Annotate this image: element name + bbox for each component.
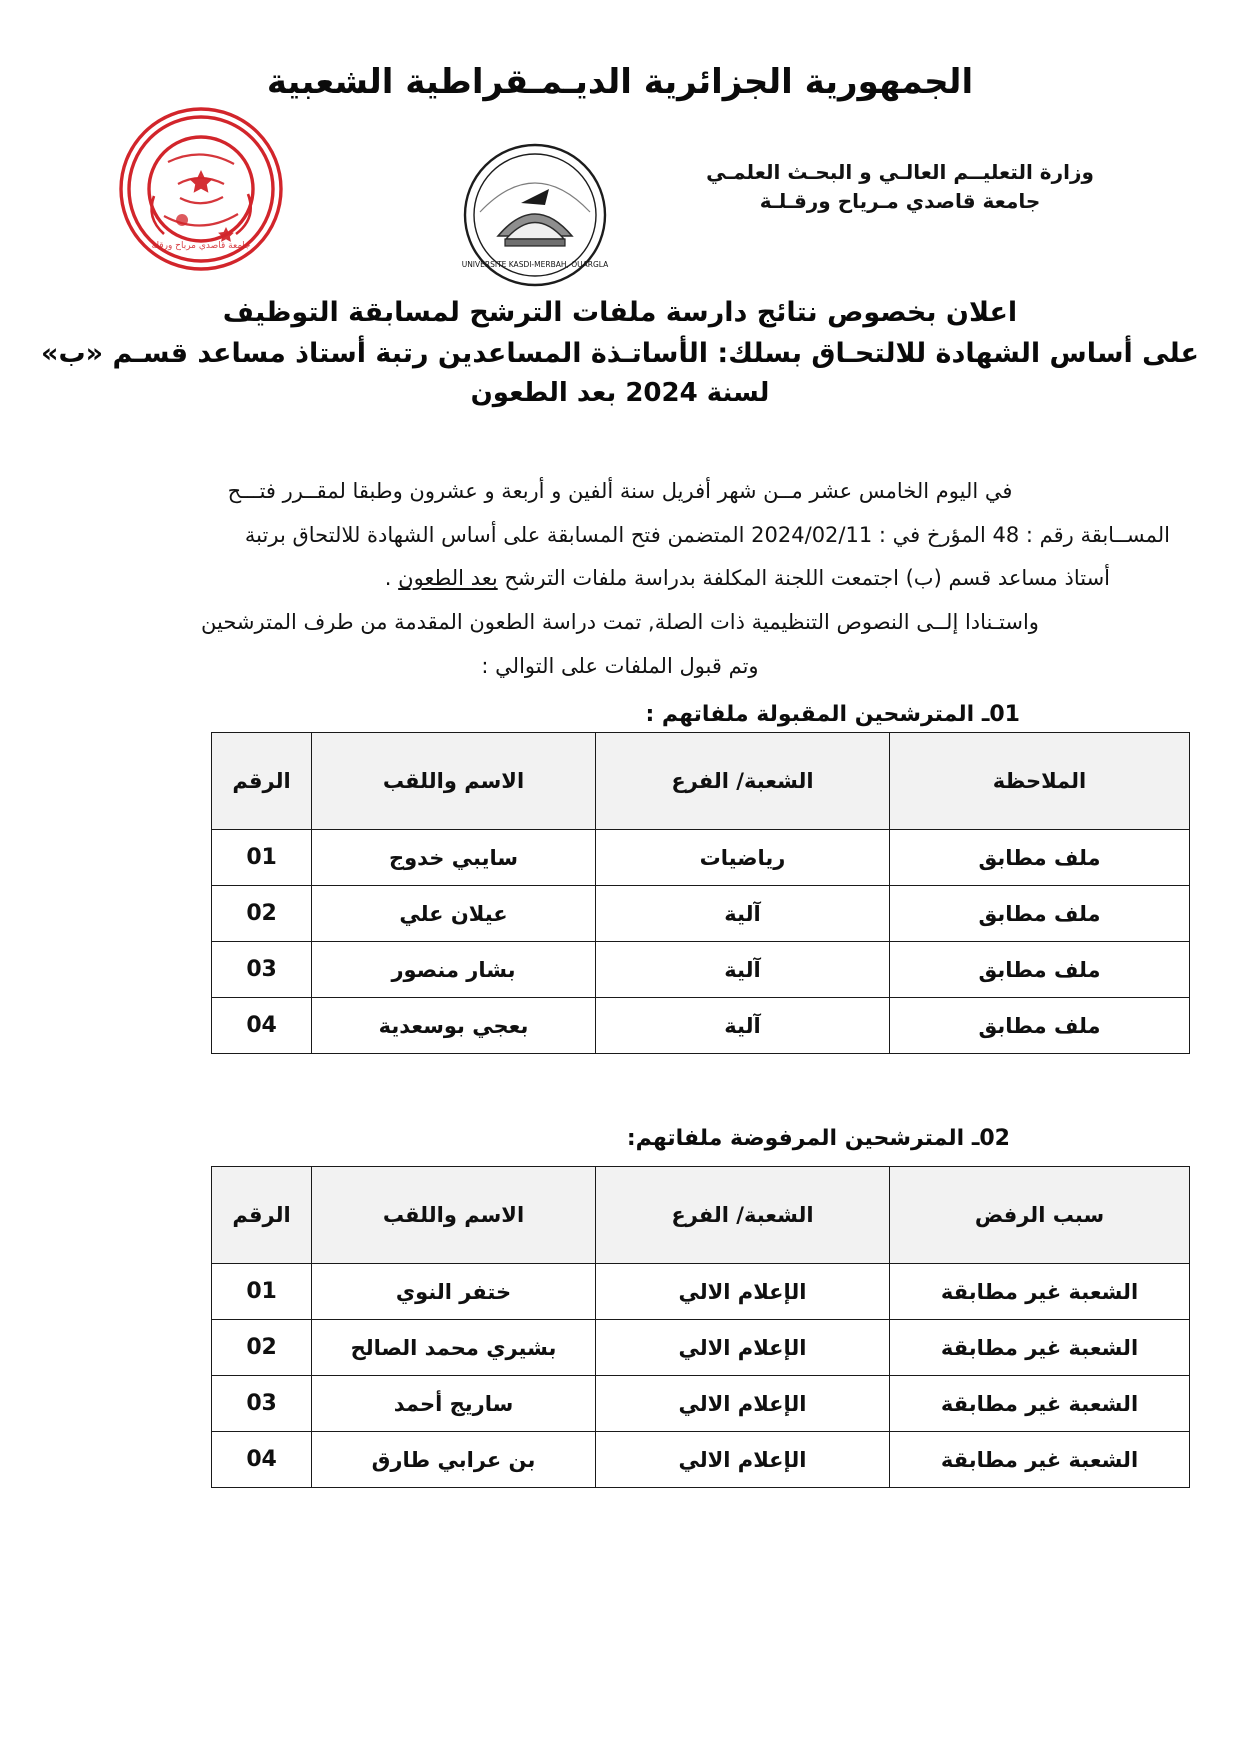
- university-logo-text: UNIVERSITE KASDI-MERBAH, OUARGLA: [461, 260, 609, 269]
- cell-reject-reason: الشعبة غير مطابقة: [890, 1432, 1190, 1488]
- header-reject-reason: سبب الرفض: [890, 1167, 1190, 1264]
- cell-reject-reason: الشعبة غير مطابقة: [890, 1320, 1190, 1376]
- cell-reject-reason: الشعبة غير مطابقة: [890, 1376, 1190, 1432]
- cell-name: ختفر النوي: [312, 1264, 596, 1320]
- cell-number: 02: [212, 886, 312, 942]
- title-line-2: على أساس الشهادة للالتحـاق بسلك: الأساتـذة المساعدين رتبة أستاذ مساعد قسـم «ب»: [41, 338, 1199, 370]
- header-branch: الشعبة/ الفرع: [596, 1167, 890, 1264]
- body-line-3-suffix: .: [384, 566, 399, 591]
- table-row: [212, 1376, 1190, 1432]
- cell-branch: آلية: [596, 886, 890, 942]
- cell-branch: رياضيات: [596, 830, 890, 886]
- cell-note: ملف مطابق: [890, 998, 1190, 1054]
- body-line-4: واستـنادا إلــى النصوص التنظيمية ذات الصلة, تمت دراسة الطعون المقدمة من طرف المترشحين: [201, 610, 1039, 635]
- cell-number: 02: [212, 1320, 312, 1376]
- table-row: [212, 998, 1190, 1054]
- cell-branch: الإعلام الالي: [596, 1432, 890, 1488]
- cell-number: 04: [212, 1432, 312, 1488]
- rejected-candidates-table-wrap: [212, 1166, 1190, 1488]
- header-branch: الشعبة/ الفرع: [596, 733, 890, 830]
- stamp-text: جامعة قاصدي مرباح ورقلة: [151, 241, 251, 251]
- table-header-row: [212, 1167, 1190, 1264]
- body-line-3-prefix: أستاذ مساعد قسم (ب) اجتمعت اللجنة المكلفة بدراسة ملفات الترشح: [497, 566, 1110, 591]
- accepted-candidates-table-wrap: [212, 732, 1190, 1054]
- cell-name: ساريج أحمد: [312, 1376, 596, 1432]
- table-row: [212, 830, 1190, 886]
- cell-number: 03: [212, 942, 312, 998]
- cell-name: سايبي خدوج: [312, 830, 596, 886]
- cell-reject-reason: الشعبة غير مطابقة: [890, 1264, 1190, 1320]
- cell-name: بن عرابي طارق: [312, 1432, 596, 1488]
- cell-number: 04: [212, 998, 312, 1054]
- body-line-5: وتم قبول الملفات على التوالي :: [481, 653, 759, 678]
- cell-number: 01: [212, 830, 312, 886]
- university-name: جامعة قاصدي مـرياح ورقـلـة: [759, 189, 1041, 213]
- title-line-1: اعلان بخصوص نتائج دارسة ملفات الترشح لمسابقة التوظيف: [222, 297, 1018, 328]
- header-number: الرقم: [212, 1167, 312, 1264]
- cell-branch: آلية: [596, 998, 890, 1054]
- cell-branch: الإعلام الالي: [596, 1320, 890, 1376]
- university-logo-icon: [460, 140, 610, 290]
- body-line-3: [70, 557, 1170, 601]
- table-row: [212, 886, 1190, 942]
- table-row: [212, 1320, 1190, 1376]
- document-body: [70, 470, 1170, 688]
- republic-title: الجمهورية الجزائرية الديـمـقراطية الشعبية: [266, 62, 974, 102]
- header-number: الرقم: [212, 733, 312, 830]
- cell-note: ملف مطابق: [890, 830, 1190, 886]
- cell-branch: آلية: [596, 942, 890, 998]
- header-name: الاسم واللقب: [312, 733, 596, 830]
- cell-branch: الإعلام الالي: [596, 1376, 890, 1432]
- body-line-2: المســابقة رقم : 48 المؤرخ في : 2024/02/11 المتضمن فتح المسابقة على أساس الشهادة للالتحاق برتبة: [244, 522, 1170, 547]
- cell-number: 03: [212, 1376, 312, 1432]
- table-row: [212, 1432, 1190, 1488]
- table-row: [212, 1264, 1190, 1320]
- table-header-row: [212, 733, 1190, 830]
- ministry-name: وزارة التعليــم العالـي و البحـث العلمـي: [706, 160, 1094, 184]
- body-line-3-underlined: بعد الطعون: [398, 566, 498, 591]
- official-stamp-icon: [108, 96, 294, 282]
- cell-note: ملف مطابق: [890, 886, 1190, 942]
- table-row: [212, 942, 1190, 998]
- rejected-candidates-table: [211, 1166, 1190, 1488]
- cell-name: بعجي بوسعدية: [312, 998, 596, 1054]
- cell-note: ملف مطابق: [890, 942, 1190, 998]
- section-accepted-label: 01ـ المترشحين المقبولة ملفاتهم :: [645, 702, 1020, 727]
- document-title-block: [0, 292, 1240, 414]
- body-line-1: في اليوم الخامس عشر مــن شهر أفريل سنة ألفين و أربعة و عشرون وطبقا لمقــرر فتـــح: [227, 479, 1013, 503]
- section-rejected-label: 02ـ المترشحين المرفوضة ملفاتهم:: [626, 1126, 1010, 1151]
- cell-branch: الإعلام الالي: [596, 1264, 890, 1320]
- title-line-3: لسنة 2024 بعد الطعون: [470, 378, 770, 409]
- accepted-candidates-table: [211, 732, 1190, 1054]
- header-note: الملاحظة: [890, 733, 1190, 830]
- cell-name: بشار منصور: [312, 942, 596, 998]
- cell-number: 01: [212, 1264, 312, 1320]
- header-name: الاسم واللقب: [312, 1167, 596, 1264]
- ministry-header-block: [690, 158, 1110, 216]
- cell-name: بشيري محمد الصالح: [312, 1320, 596, 1376]
- cell-name: عيلان علي: [312, 886, 596, 942]
